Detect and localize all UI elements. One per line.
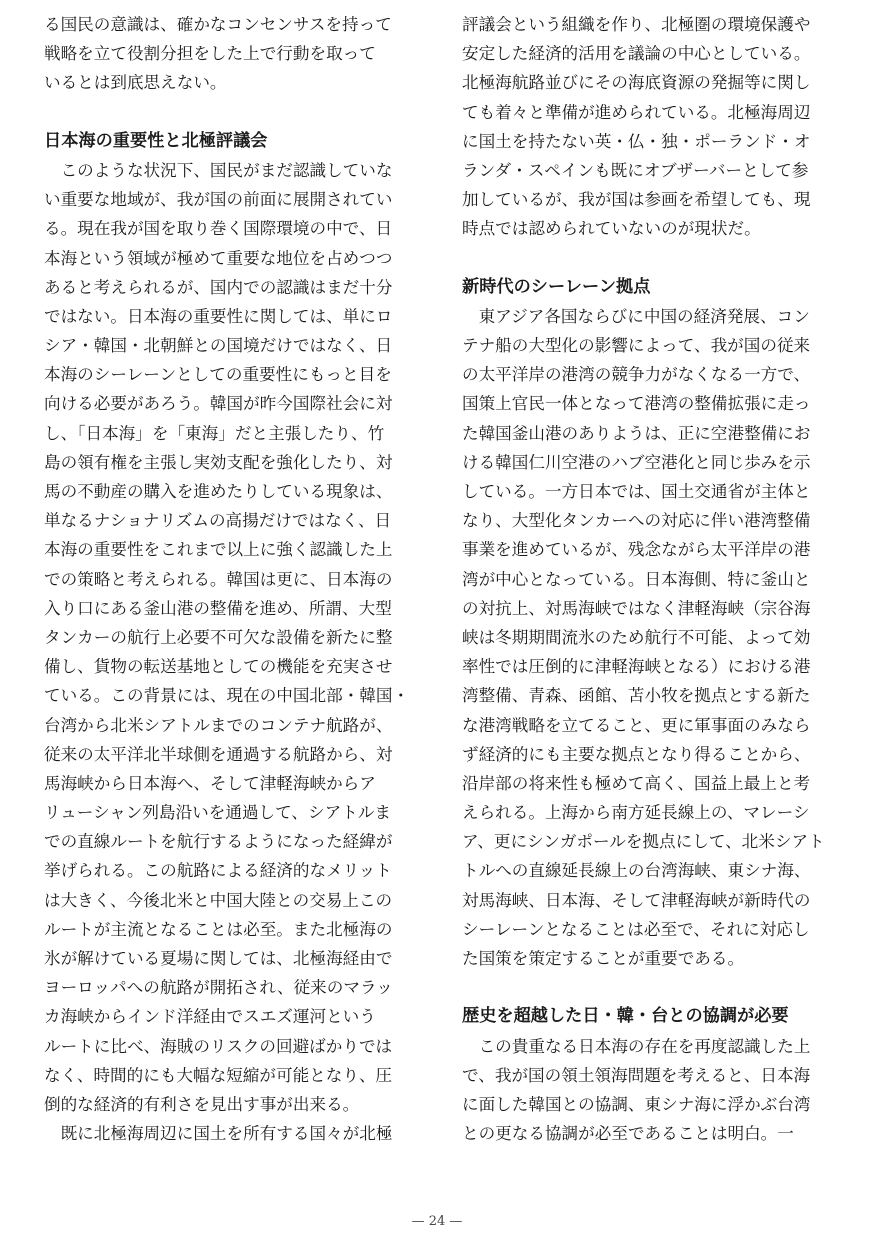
text-line: テナ船の大型化の影響によって、我が国の従来	[462, 336, 811, 356]
text-line: なく、時間的にも大幅な短縮が可能となり、圧	[44, 1065, 393, 1085]
text-line: る国民の意識は、確かなコンセンサスを持って	[44, 15, 392, 34]
text-line: ランダ・スペインも既にオブザーバーとして参	[462, 160, 809, 180]
text-line: 島の領有権を主張し実効支配を強化したり、対	[44, 452, 393, 472]
text-line: タンカーの航行上必要不可欠な設備を新たに整	[44, 627, 393, 647]
text-line: 率性では圧倒的に津軽海峡となる）における港	[462, 657, 811, 677]
text-line: 本海のシーレーンとしての重要性にもっと目を	[44, 365, 392, 385]
text-line: 向ける必要があろう。韓国が昨今国際社会に対	[44, 394, 393, 414]
text-line: このような状況下、国民がまだ認識していな	[44, 160, 393, 180]
text-line: 東アジア各国ならびに中国の経済発展、コン	[462, 306, 810, 326]
text-line: は大きく、今後北米と中国大陸との交易上この	[44, 890, 393, 910]
text-line: 湾が中心となっている。日本海側、特に釜山と	[462, 569, 811, 589]
text-line: ルートが主流となることは必至。また北極海の	[44, 919, 393, 939]
text-line: 本海の重要性をこれまで以上に強く認識した上	[44, 540, 393, 560]
section-heading: 歴史を超越した日・韓・台との協調が必要	[462, 1006, 789, 1027]
text-line: いるとは到底思えない。	[44, 73, 227, 93]
text-line: なり、大型化タンカーへの対応に伴い港湾整備	[462, 511, 811, 531]
text-line: 対馬海峡、日本海、そして津軽海峡が新時代の	[462, 890, 811, 910]
text-line: シーレーンとなることは必至で、それに対応し	[462, 919, 810, 939]
text-line: に面した韓国との協調、東シナ海に浮かぶ台湾	[462, 1094, 811, 1114]
text-line: 馬の不動産の購入を進めたりしている現象は、	[44, 482, 393, 501]
text-line: 峡は冬期期間流氷のため航行不可能、よって効	[462, 627, 811, 647]
text-line: な港湾戦略を立てること、更に軍事面のみなら	[462, 715, 811, 735]
text-line: リューシャン列島沿いを通過して、シアトルま	[44, 803, 391, 823]
text-line: 沿岸部の将来性も極めて高く、国益上最上と考	[462, 773, 811, 793]
text-line: ア、更にシンガポールを拠点にして、北米シアト	[462, 832, 825, 852]
text-line: この貴重なる日本海の存在を再度認識した上	[462, 1036, 811, 1056]
text-line: る。現在我が国を取り巻く国際環境の中で、日	[44, 219, 393, 239]
text-line: 事業を進めているが、残念ながら太平洋岸の港	[462, 540, 811, 560]
text-line: 氷が解けている夏場に関しては、北極海経由で	[44, 949, 393, 968]
text-line: ルートに比べ、海賊のリスクの回避ばかりでは	[44, 1036, 393, 1056]
text-line: 倒的な経済的有利さを見出す事が出来る。	[44, 1094, 360, 1114]
text-line: 評議会という組織を作り、北極圏の環境保護や	[462, 15, 811, 34]
text-line: ても着々と準備が進められている。北極海周辺	[462, 102, 811, 122]
text-line: の太平洋岸の港湾の競争力がなくなる一方で、	[462, 365, 811, 385]
text-line: に国土を持たない英・仏・独・ポーランド・オ	[462, 131, 811, 151]
text-line: での策略と考えられる。韓国は更に、日本海の	[44, 569, 393, 589]
text-line: えられる。上海から南方延長線上の、マレーシ	[462, 803, 810, 823]
text-line: 備し、貨物の転送基地としての機能を充実させ	[44, 657, 393, 677]
text-line: 北極海航路並びにその海底資源の発掘等に関し	[462, 73, 811, 93]
text-line: 戦略を立て役割分担をした上で行動を取って	[44, 44, 376, 64]
section-heading: 日本海の重要性と北極評議会	[44, 130, 268, 151]
text-line: 国策上官民一体となって港湾の整備拡張に走っ	[462, 394, 811, 414]
text-line: 単なるナショナリズムの高揚だけではなく、日	[44, 511, 392, 531]
text-line: ではない。日本海の重要性に関しては、単にロ	[44, 306, 393, 326]
text-line: との更なる協調が必至であることは明白。一	[462, 1124, 794, 1144]
right-column	[462, 10, 824, 1148]
paragraph-gap	[44, 98, 406, 127]
text-line: 安定した経済的活用を議論の中心としている。	[462, 44, 811, 64]
text-line: 挙げられる。この航路による経済的なメリット	[44, 861, 392, 881]
text-line: 入り口にある釜山港の整備を進め、所謂、大型	[44, 598, 392, 618]
text-line: している。一方日本では、国土交通省が主体と	[462, 482, 811, 501]
text-line: ける韓国仁川空港のハブ空港化と同じ歩みを示	[462, 452, 811, 472]
text-line: 馬海峡から日本海へ、そして津軽海峡からア	[44, 773, 376, 793]
text-line: 湾整備、青森、函館、苫小牧を拠点とする新た	[462, 686, 811, 706]
text-line: い重要な地域が、我が国の前面に展開されてい	[44, 190, 393, 210]
text-line: た国策を策定することが重要である。	[462, 949, 745, 968]
page-number: — 24 —	[411, 1214, 463, 1229]
text-line: の対抗上、対馬海峡ではなく津軽海峡（宗谷海	[462, 598, 811, 618]
text-line: トルへの直線延長線上の台湾海峡、東シナ海、	[462, 861, 811, 881]
text-line: 従来の太平洋北半球側を通過する航路から、対	[44, 744, 393, 764]
text-line: 時点では認められていないのが現状だ。	[462, 219, 761, 239]
text-line: で、我が国の領土領海問題を考えると、日本海	[462, 1065, 811, 1085]
left-column	[44, 10, 410, 1148]
section-heading: 新時代のシーレーン拠点	[462, 276, 651, 297]
text-line: ず経済的にも主要な拠点となり得ることから、	[462, 744, 811, 764]
text-line: 台湾から北米シアトルまでのコンテナ航路が、	[44, 715, 393, 735]
text-line: ヨーロッパへの航路が開拓され、従来のマラッ	[44, 978, 393, 998]
text-line: た韓国釜山港のありようは、正に空港整備にお	[462, 423, 811, 443]
text-line: あると考えられるが、国内での認識はまだ十分	[44, 277, 393, 297]
text-line: し、「日本海」を「東海」だと主張したり、竹	[44, 423, 385, 443]
text-line: 既に北極海周辺に国土を所有する国々が北極	[44, 1124, 393, 1144]
text-line: での直線ルートを航行するようになった経緯が	[44, 832, 393, 852]
text-line: 加しているが、我が国は参画を希望しても、現	[462, 190, 811, 210]
text-line: ている。この背景には、現在の中国北部・韓国・	[44, 686, 410, 706]
paragraph-gap	[462, 973, 824, 1002]
paragraph-gap	[462, 244, 824, 273]
text-line: シア・韓国・北朝鮮との国境だけではなく、日	[44, 336, 393, 356]
text-line: カ海峡からインド洋経由でスエズ運河という	[44, 1007, 376, 1027]
text-line: 本海という領域が極めて重要な地位を占めつつ	[44, 248, 393, 268]
